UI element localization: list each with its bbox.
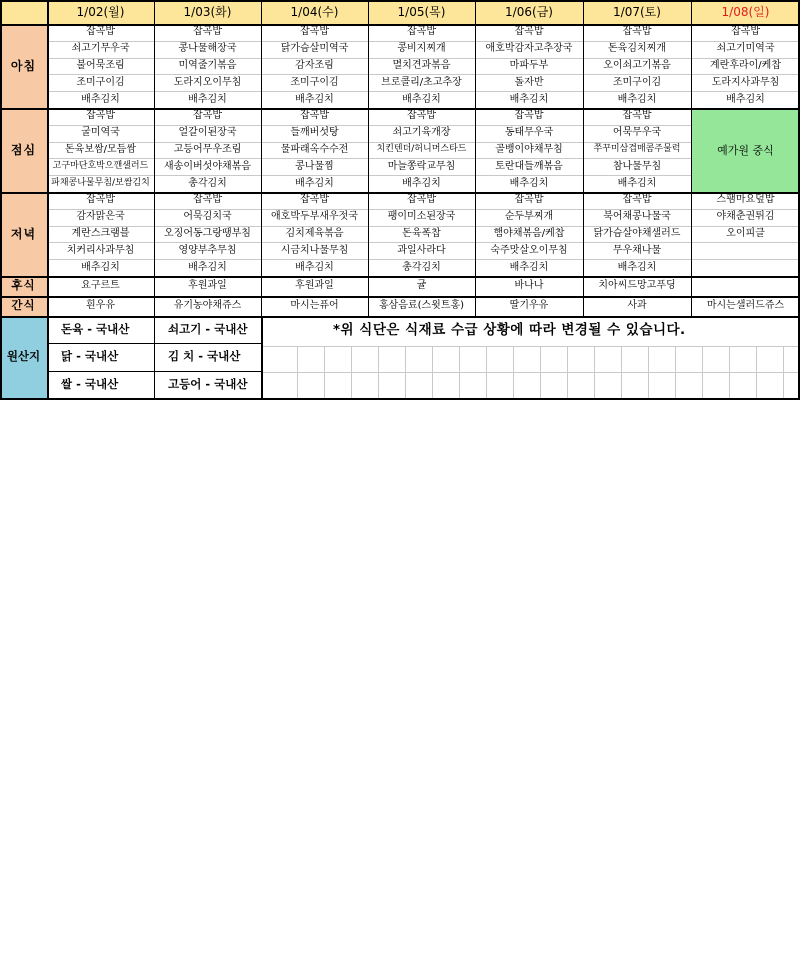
grid-line xyxy=(47,226,154,227)
grid-line xyxy=(475,259,583,260)
grid-line xyxy=(261,125,368,126)
menu-item: 잡곡밥 xyxy=(300,26,329,38)
menu-item: 총각김치 xyxy=(402,261,441,273)
grid-line xyxy=(154,175,261,176)
menu-item: 돌자반 xyxy=(514,76,544,88)
menu-item: 새송이버섯야채볶음 xyxy=(164,160,251,172)
menu-item: 감자조림 xyxy=(295,59,334,71)
menu-item: 조미구이김 xyxy=(612,76,662,88)
origin-label: 원산지 xyxy=(0,316,47,398)
menu-item: 무우채나물 xyxy=(612,244,662,256)
menu-item xyxy=(691,259,800,276)
late-snack-item: 요구르트 xyxy=(81,280,120,291)
menu-item: 오징어동그랑땡부침 xyxy=(164,227,251,239)
menu-item: 도라지오이무침 xyxy=(173,76,242,88)
grid-line xyxy=(154,226,261,227)
menu-item: 배추김치 xyxy=(295,177,334,189)
grid-line xyxy=(475,91,583,92)
grid-line xyxy=(368,58,475,59)
grid-line xyxy=(475,158,583,159)
grid-line xyxy=(47,142,154,143)
grid-line xyxy=(0,276,800,278)
menu-item: 야채춘권튀김 xyxy=(716,211,775,223)
grid-line xyxy=(47,259,154,260)
grid-line xyxy=(368,209,475,210)
menu-item: 애호박두부새우젓국 xyxy=(271,211,358,223)
grid-line xyxy=(261,372,800,373)
grid-line xyxy=(261,158,368,159)
menu-item: 참나물무침 xyxy=(612,160,662,172)
menu-item: 마늘쫑락교무침 xyxy=(387,160,456,172)
menu-item: 쇠고기미역국 xyxy=(716,43,775,55)
menu-item: 배추김치 xyxy=(617,261,657,273)
menu-item: 들깨버섯탕 xyxy=(290,127,339,139)
grid-line xyxy=(47,74,154,75)
menu-item: 북어채콩나물국 xyxy=(603,211,671,223)
grid-line xyxy=(261,259,368,260)
grid-line xyxy=(691,74,800,75)
menu-item: 콩비지찌개 xyxy=(397,43,446,55)
grid-line xyxy=(154,158,261,159)
origin-item: 쇠고기 - 국내산 xyxy=(168,321,248,336)
grid-line xyxy=(691,0,692,316)
menu-item: 치커리사과무침 xyxy=(66,244,135,256)
menu-item: 얼갈이된장국 xyxy=(178,127,237,139)
grid-line xyxy=(261,91,368,92)
menu-item: 배추김치 xyxy=(509,93,549,105)
snack-item: 흰우유 xyxy=(86,300,115,311)
grid-line xyxy=(154,316,155,398)
menu-item: 굴미역국 xyxy=(81,127,120,139)
grid-line xyxy=(475,58,583,59)
grid-line xyxy=(261,242,368,243)
grid-line xyxy=(475,125,583,126)
origin-item: 돈육 - 국내산 xyxy=(61,321,130,336)
menu-item: 잡곡밥 xyxy=(86,26,115,38)
late-snack-item: 귤 xyxy=(416,280,427,291)
grid-line xyxy=(583,125,691,126)
grid-line xyxy=(475,41,583,42)
origin-item: 닭 - 국내산 xyxy=(61,349,119,364)
menu-item: 잡곡밥 xyxy=(300,110,329,122)
menu-item: 고등어무우조림 xyxy=(173,143,242,155)
menu-item: 마파두부 xyxy=(509,59,549,71)
grid-line xyxy=(583,242,691,243)
menu-item: 팽이미소된장국 xyxy=(387,211,456,223)
day-header: 1/03(화) xyxy=(154,0,261,24)
grid-line xyxy=(261,41,368,42)
grid-line xyxy=(47,242,154,243)
grid-line xyxy=(47,0,49,400)
grid-line xyxy=(368,0,369,316)
grid-line xyxy=(154,142,261,143)
grid-line xyxy=(691,91,800,92)
grid-line xyxy=(261,0,262,316)
menu-item xyxy=(691,242,800,259)
menu-item: 오이쇠고기볶음 xyxy=(603,59,671,71)
day-header: 1/07(토) xyxy=(583,0,691,24)
snack-item: 마시는퓨어 xyxy=(290,300,339,311)
grid-line xyxy=(691,41,800,42)
grid-line xyxy=(475,209,583,210)
grid-line xyxy=(0,398,800,400)
menu-item: 과일사라다 xyxy=(397,244,446,256)
grid-line xyxy=(47,41,154,42)
snack-item: 홍삼음료(스윗트홍) xyxy=(378,300,465,311)
snack-item: 사과 xyxy=(627,300,647,311)
menu-item: 닭가슴살미역국 xyxy=(280,43,349,55)
menu-item: 돈육폭찹 xyxy=(402,227,441,239)
menu-item: 쇠고기무우국 xyxy=(71,43,130,55)
grid-line xyxy=(368,242,475,243)
menu-item: 콩나물찜 xyxy=(295,160,334,172)
menu-item: 오이피클 xyxy=(726,227,765,239)
menu-item: 배추김치 xyxy=(402,177,441,189)
menu-item: 쇠고기육개장 xyxy=(392,127,451,139)
menu-item: 배추김치 xyxy=(295,93,334,105)
menu-item: 잡곡밥 xyxy=(407,194,436,206)
day-header: 1/06(금) xyxy=(475,0,583,24)
day-header: 1/04(수) xyxy=(261,0,368,24)
day-header: 1/08(일) xyxy=(691,0,800,24)
menu-item: 미역줄기볶음 xyxy=(178,59,237,71)
menu-item: 잡곡밥 xyxy=(86,194,115,206)
grid-line xyxy=(47,175,154,176)
menu-item: 쭈꾸미삼겹매콤주물럭 xyxy=(593,144,681,155)
late-snack-item: 후원과일 xyxy=(295,280,334,291)
grid-line xyxy=(47,125,154,126)
sunday-lunch-note: 예가원 중식 xyxy=(691,108,800,192)
grid-line xyxy=(0,24,800,26)
menu-item: 배추김치 xyxy=(509,261,549,273)
menu-item: 배추김치 xyxy=(81,261,120,273)
grid-line xyxy=(583,74,691,75)
menu-item: 물파래옥수수전 xyxy=(280,143,349,155)
menu-item: 배추김치 xyxy=(617,93,657,105)
grid-line xyxy=(691,226,800,227)
snack-item: 유기농야채쥬스 xyxy=(173,300,242,311)
grid-line xyxy=(47,91,154,92)
menu-item: 배추김치 xyxy=(726,93,765,105)
menu-change-notice: *위 식단은 식재료 수급 상황에 따라 변경될 수 있습니다. xyxy=(333,322,686,339)
menu-item: 어묵무우국 xyxy=(612,127,662,139)
snack-label: 간식 xyxy=(0,296,47,316)
grid-line xyxy=(475,0,476,316)
grid-line xyxy=(368,41,475,42)
grid-line xyxy=(154,242,261,243)
grid-line xyxy=(691,259,800,260)
grid-line xyxy=(368,259,475,260)
grid-line xyxy=(368,142,475,143)
menu-item: 잡곡밥 xyxy=(622,26,652,38)
grid-line xyxy=(154,58,261,59)
menu-item: 불어묵조림 xyxy=(76,59,125,71)
grid-line xyxy=(154,125,261,126)
grid-line xyxy=(583,209,691,210)
grid-line xyxy=(261,142,368,143)
meal-plan-table xyxy=(0,0,800,400)
menu-item: 잡곡밥 xyxy=(514,26,544,38)
grid-line xyxy=(475,226,583,227)
grid-line xyxy=(583,158,691,159)
menu-item: 순두부찌개 xyxy=(504,211,554,223)
snack-item: 딸기우유 xyxy=(509,300,549,311)
grid-line xyxy=(0,192,800,194)
meal-label: 저녁 xyxy=(0,192,47,276)
origin-item: 김 치 - 국내산 xyxy=(168,349,241,364)
grid-line xyxy=(368,125,475,126)
menu-item: 잡곡밥 xyxy=(86,110,115,122)
menu-item: 어묵김치국 xyxy=(183,211,232,223)
late-snack-item: 바나나 xyxy=(514,280,544,291)
late-snack-item: 치아씨드망고푸딩 xyxy=(598,280,676,291)
menu-item: 애호박감자고추장국 xyxy=(485,43,573,55)
day-header: 1/05(목) xyxy=(368,0,475,24)
menu-item: 잡곡밥 xyxy=(407,26,436,38)
grid-line xyxy=(154,41,261,42)
grid-line xyxy=(475,74,583,75)
menu-item: 시금치나물무침 xyxy=(280,244,349,256)
menu-item: 햄야채볶음/케찹 xyxy=(493,227,565,239)
menu-item: 배추김치 xyxy=(509,177,549,189)
grid-line xyxy=(368,226,475,227)
grid-line xyxy=(583,91,691,92)
menu-item: 배추김치 xyxy=(402,93,441,105)
late-snack-label: 후식 xyxy=(0,276,47,296)
grid-line xyxy=(154,209,261,210)
menu-item: 브로콜리/초고추장 xyxy=(381,76,462,88)
menu-item: 잡곡밥 xyxy=(622,194,652,206)
menu-item: 잡곡밥 xyxy=(514,110,544,122)
snack-item: 마시는샐러드쥬스 xyxy=(706,300,785,311)
grid-line xyxy=(0,108,800,110)
grid-line xyxy=(0,296,800,298)
grid-line xyxy=(691,209,800,210)
grid-line xyxy=(0,316,800,318)
grid-line xyxy=(475,175,583,176)
grid-line xyxy=(583,0,584,316)
menu-item: 잡곡밥 xyxy=(731,26,760,38)
menu-item: 조미구이김 xyxy=(76,76,125,88)
menu-item: 돈육보쌈/모듬쌈 xyxy=(65,143,136,155)
menu-item: 잡곡밥 xyxy=(193,26,222,38)
menu-item: 잡곡밥 xyxy=(193,194,222,206)
menu-item: 배추김치 xyxy=(188,261,227,273)
grid-line xyxy=(261,74,368,75)
grid-line xyxy=(583,259,691,260)
menu-item: 닭가슴살야채샐러드 xyxy=(593,227,681,239)
menu-item: 골뱅이야채무침 xyxy=(495,143,563,155)
menu-item: 스팸마요덮밥 xyxy=(716,194,775,206)
grid-line xyxy=(261,175,368,176)
meal-label: 아침 xyxy=(0,24,47,108)
menu-item: 영양부추무침 xyxy=(178,244,237,256)
menu-item: 토란대들깨볶음 xyxy=(495,160,563,172)
menu-item: 잡곡밥 xyxy=(514,194,544,206)
menu-item: 잡곡밥 xyxy=(193,110,222,122)
grid-line xyxy=(261,316,263,398)
grid-line xyxy=(368,91,475,92)
menu-item: 파채콩나물무침/보쌈김치 xyxy=(51,178,150,189)
grid-line xyxy=(475,242,583,243)
menu-item: 총각김치 xyxy=(188,177,227,189)
grid-line xyxy=(583,175,691,176)
grid-line xyxy=(261,346,800,347)
grid-line xyxy=(261,226,368,227)
menu-item: 도라지사과무침 xyxy=(711,76,780,88)
grid-line xyxy=(691,242,800,243)
grid-line xyxy=(154,0,155,316)
header-corner xyxy=(0,0,47,24)
menu-item: 콩나물해장국 xyxy=(178,43,237,55)
grid-line xyxy=(583,142,691,143)
menu-item: 멸치견과볶음 xyxy=(392,59,451,71)
menu-item: 배추김치 xyxy=(81,93,120,105)
grid-line xyxy=(691,58,800,59)
grid-line xyxy=(154,91,261,92)
menu-item: 감자맑은국 xyxy=(76,211,125,223)
grid-line xyxy=(154,74,261,75)
late-snack-item xyxy=(691,276,800,296)
day-header: 1/02(월) xyxy=(47,0,154,24)
late-snack-item: 후원과일 xyxy=(188,280,227,291)
origin-item: 고등어 - 국내산 xyxy=(168,376,248,391)
grid-line xyxy=(368,74,475,75)
grid-line xyxy=(47,158,154,159)
grid-line xyxy=(583,58,691,59)
grid-line xyxy=(47,58,154,59)
menu-item: 조미구이김 xyxy=(290,76,339,88)
menu-item: 배추김치 xyxy=(617,177,657,189)
menu-item: 고구마단호박으깬샐러드 xyxy=(52,161,149,172)
menu-item: 배추김치 xyxy=(295,261,334,273)
grid-line xyxy=(47,209,154,210)
grid-line xyxy=(261,58,368,59)
menu-item: 계란스크램블 xyxy=(71,227,130,239)
menu-item: 숙주맛살오이무침 xyxy=(490,244,568,256)
menu-item: 잡곡밥 xyxy=(407,110,436,122)
meal-label: 점심 xyxy=(0,108,47,192)
grid-line xyxy=(583,41,691,42)
grid-line xyxy=(368,175,475,176)
grid-line xyxy=(583,226,691,227)
grid-line xyxy=(475,142,583,143)
grid-line xyxy=(0,0,2,400)
menu-item: 잡곡밥 xyxy=(622,110,652,122)
menu-item: 동태무우국 xyxy=(504,127,554,139)
menu-item: 배추김치 xyxy=(188,93,227,105)
grid-line xyxy=(261,209,368,210)
menu-item: 잡곡밥 xyxy=(300,194,329,206)
menu-item: 돈육김치찌개 xyxy=(608,43,666,55)
grid-line xyxy=(0,0,800,2)
menu-item: 치킨텐더/허니머스타드 xyxy=(376,144,467,155)
menu-item: 계란후라이/케찹 xyxy=(710,59,781,71)
grid-line xyxy=(368,158,475,159)
grid-line xyxy=(154,259,261,260)
menu-item: 김치제육볶음 xyxy=(285,227,344,239)
origin-item: 쌀 - 국내산 xyxy=(61,376,119,391)
